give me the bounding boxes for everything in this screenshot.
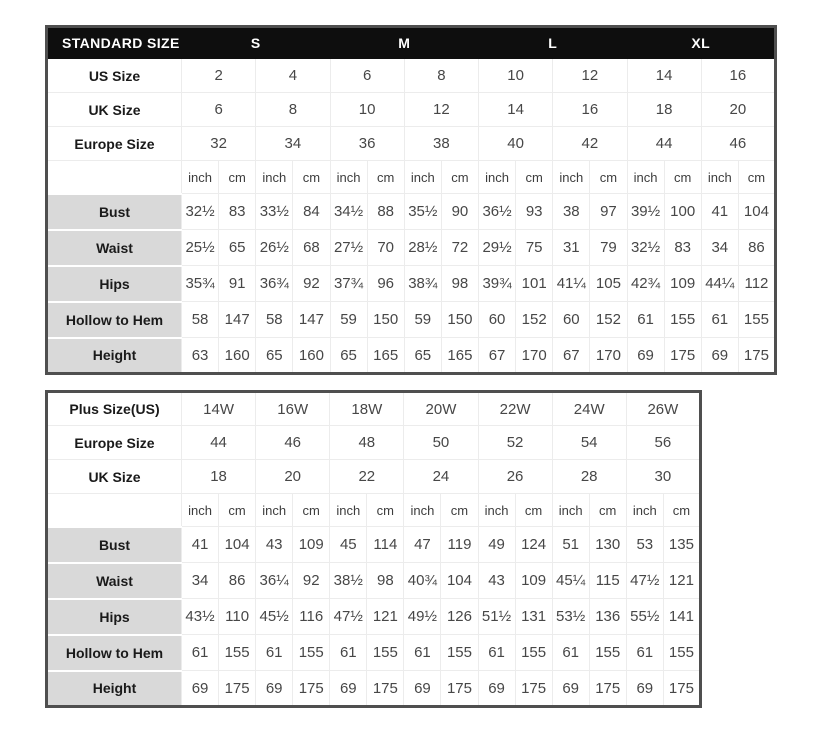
size-row-label: Europe Size [47, 127, 182, 161]
size-value-cell: 10 [330, 93, 404, 127]
size-value-cell: 16 [553, 93, 627, 127]
measurement-row-label: Waist [47, 230, 182, 266]
measurement-value-cell: 34½ [330, 194, 367, 230]
measurement-value-cell: 53½ [552, 599, 589, 635]
unit-inch-cell: inch [553, 161, 590, 194]
size-value-cell: 34 [256, 127, 330, 161]
size-value-cell: 40 [479, 127, 553, 161]
measurement-value-cell: 112 [738, 266, 775, 302]
size-row-label: UK Size [47, 460, 182, 494]
measurement-row-label: Hollow to Hem [47, 302, 182, 338]
measurement-value-cell: 69 [701, 338, 738, 374]
unit-cm-cell: cm [664, 161, 701, 194]
measurement-value-cell: 104 [441, 563, 478, 599]
standard-size-title: STANDARD SIZE [47, 27, 182, 59]
size-value-cell: 50 [404, 426, 478, 460]
size-value-cell: 46 [701, 127, 775, 161]
measurement-value-cell: 86 [219, 563, 256, 599]
unit-inch-cell: inch [182, 494, 219, 527]
measurement-value-cell: 96 [367, 266, 404, 302]
measurement-value-cell: 175 [441, 671, 478, 707]
measurement-value-cell: 59 [330, 302, 367, 338]
size-row [47, 93, 776, 127]
measurement-value-cell: 61 [182, 635, 219, 671]
measurement-value-cell: 34 [701, 230, 738, 266]
unit-cm-cell: cm [663, 494, 700, 527]
measurement-value-cell: 109 [664, 266, 701, 302]
unit-inch-cell: inch [330, 161, 367, 194]
measurement-value-cell: 27½ [330, 230, 367, 266]
measure-row [47, 302, 776, 338]
measurement-value-cell: 61 [330, 635, 367, 671]
measurement-value-cell: 69 [627, 338, 664, 374]
measurement-value-cell: 175 [589, 671, 626, 707]
size-value-cell: 28 [552, 460, 626, 494]
measurement-row-label: Waist [47, 563, 182, 599]
measurement-value-cell: 98 [367, 563, 404, 599]
measurement-value-cell: 61 [478, 635, 515, 671]
measure-row [47, 194, 776, 230]
size-value-cell: 18 [627, 93, 701, 127]
measurement-value-cell: 67 [479, 338, 516, 374]
unit-inch-cell: inch [479, 161, 516, 194]
measurement-value-cell: 160 [293, 338, 330, 374]
measurement-value-cell: 69 [256, 671, 293, 707]
measurement-value-cell: 175 [515, 671, 552, 707]
measurement-value-cell: 121 [663, 563, 700, 599]
measurement-value-cell: 152 [590, 302, 627, 338]
measurement-value-cell: 97 [590, 194, 627, 230]
measurement-value-cell: 43½ [182, 599, 219, 635]
size-value-cell: 4 [256, 59, 330, 93]
unit-inch-cell: inch [182, 161, 219, 194]
unit-row-label [47, 494, 182, 527]
measurement-row-label: Hips [47, 266, 182, 302]
measurement-value-cell: 121 [367, 599, 404, 635]
unit-cm-cell: cm [515, 494, 552, 527]
measure-row [47, 338, 776, 374]
measurement-value-cell: 39½ [627, 194, 664, 230]
measurement-value-cell: 75 [516, 230, 553, 266]
measurement-value-cell: 33½ [256, 194, 293, 230]
size-value-cell: 52 [478, 426, 552, 460]
measurement-value-cell: 114 [367, 527, 404, 563]
measurement-value-cell: 42¾ [627, 266, 664, 302]
measurement-value-cell: 170 [516, 338, 553, 374]
measurement-value-cell: 141 [663, 599, 700, 635]
size-value-cell: 16W [256, 392, 330, 426]
measurement-value-cell: 60 [553, 302, 590, 338]
size-value-cell: 12 [404, 93, 478, 127]
measurement-value-cell: 58 [256, 302, 293, 338]
unit-inch-cell: inch [330, 494, 367, 527]
unit-cm-cell: cm [367, 161, 404, 194]
measurement-value-cell: 38 [553, 194, 590, 230]
size-value-cell: 38 [404, 127, 478, 161]
measurement-row-label: Height [47, 671, 182, 707]
unit-inch-cell: inch [404, 494, 441, 527]
measurement-value-cell: 69 [478, 671, 515, 707]
unit-inch-cell: inch [701, 161, 738, 194]
measurement-value-cell: 124 [515, 527, 552, 563]
size-value-cell: 20 [701, 93, 775, 127]
measurement-value-cell: 63 [182, 338, 219, 374]
measurement-value-cell: 101 [516, 266, 553, 302]
unit-inch-cell: inch [478, 494, 515, 527]
measurement-value-cell: 165 [441, 338, 478, 374]
size-value-cell: 42 [553, 127, 627, 161]
size-group-m: M [330, 27, 479, 59]
measurement-value-cell: 165 [367, 338, 404, 374]
measurement-value-cell: 58 [182, 302, 219, 338]
measurement-value-cell: 43 [256, 527, 293, 563]
measurement-value-cell: 155 [441, 635, 478, 671]
size-value-cell: 56 [626, 426, 700, 460]
size-value-cell: 48 [330, 426, 404, 460]
measurement-value-cell: 70 [367, 230, 404, 266]
size-value-cell: 36 [330, 127, 404, 161]
size-value-cell: 30 [626, 460, 700, 494]
measurement-value-cell: 61 [701, 302, 738, 338]
size-value-cell: 6 [182, 93, 256, 127]
measurement-value-cell: 155 [219, 635, 256, 671]
measurement-value-cell: 55½ [626, 599, 663, 635]
measurement-value-cell: 39¾ [479, 266, 516, 302]
measurement-value-cell: 105 [590, 266, 627, 302]
unit-row [47, 161, 776, 194]
measurement-value-cell: 79 [590, 230, 627, 266]
measurement-value-cell: 43 [478, 563, 515, 599]
measurement-value-cell: 109 [293, 527, 330, 563]
measurement-value-cell: 45½ [256, 599, 293, 635]
measurement-value-cell: 45 [330, 527, 367, 563]
measurement-value-cell: 49 [478, 527, 515, 563]
size-value-cell: 44 [627, 127, 701, 161]
measurement-value-cell: 93 [516, 194, 553, 230]
measurement-value-cell: 59 [404, 302, 441, 338]
size-row-label: US Size [47, 59, 182, 93]
measurement-value-cell: 51 [552, 527, 589, 563]
measurement-value-cell: 36¾ [256, 266, 293, 302]
size-group-xl: XL [627, 27, 776, 59]
size-value-cell: 8 [404, 59, 478, 93]
measurement-value-cell: 41 [182, 527, 219, 563]
size-value-cell: 32 [182, 127, 256, 161]
size-value-cell: 18W [330, 392, 404, 426]
measurement-value-cell: 45¼ [552, 563, 589, 599]
measurement-value-cell: 69 [330, 671, 367, 707]
size-group-s: S [182, 27, 331, 59]
measurement-value-cell: 92 [293, 266, 330, 302]
measurement-value-cell: 65 [330, 338, 367, 374]
measurement-value-cell: 69 [182, 671, 219, 707]
measure-row [47, 230, 776, 266]
measurement-value-cell: 32½ [182, 194, 219, 230]
measurement-value-cell: 60 [479, 302, 516, 338]
size-row-label: UK Size [47, 93, 182, 127]
size-value-cell: 26W [626, 392, 700, 426]
measurement-value-cell: 37¾ [330, 266, 367, 302]
measurement-value-cell: 147 [219, 302, 256, 338]
measurement-value-cell: 47½ [330, 599, 367, 635]
size-value-cell: 18 [182, 460, 256, 494]
size-value-cell: 14W [182, 392, 256, 426]
measurement-value-cell: 126 [441, 599, 478, 635]
measurement-value-cell: 150 [441, 302, 478, 338]
measure-row [47, 635, 701, 671]
measurement-value-cell: 155 [663, 635, 700, 671]
measurement-value-cell: 65 [219, 230, 256, 266]
measurement-value-cell: 26½ [256, 230, 293, 266]
size-value-cell: 6 [330, 59, 404, 93]
measurement-value-cell: 40¾ [404, 563, 441, 599]
measurement-value-cell: 32½ [627, 230, 664, 266]
size-row-label: Europe Size [47, 426, 182, 460]
measurement-value-cell: 61 [552, 635, 589, 671]
measurement-value-cell: 175 [664, 338, 701, 374]
unit-cm-cell: cm [516, 161, 553, 194]
measurement-value-cell: 88 [367, 194, 404, 230]
measurement-value-cell: 104 [219, 527, 256, 563]
measurement-row-label: Hips [47, 599, 182, 635]
size-value-cell: 54 [552, 426, 626, 460]
measurement-value-cell: 152 [516, 302, 553, 338]
measurement-value-cell: 29½ [479, 230, 516, 266]
size-value-cell: 14 [479, 93, 553, 127]
measure-row [47, 527, 701, 563]
measurement-value-cell: 44¼ [701, 266, 738, 302]
measurement-value-cell: 49½ [404, 599, 441, 635]
measurement-value-cell: 69 [626, 671, 663, 707]
measurement-value-cell: 65 [256, 338, 293, 374]
measurement-value-cell: 86 [738, 230, 775, 266]
measurement-value-cell: 155 [589, 635, 626, 671]
unit-cm-cell: cm [441, 161, 478, 194]
measurement-value-cell: 155 [664, 302, 701, 338]
measurement-value-cell: 160 [219, 338, 256, 374]
unit-inch-cell: inch [627, 161, 664, 194]
unit-cm-cell: cm [441, 494, 478, 527]
measurement-value-cell: 36¼ [256, 563, 293, 599]
measurement-value-cell: 90 [441, 194, 478, 230]
measurement-value-cell: 34 [182, 563, 219, 599]
unit-cm-cell: cm [293, 494, 330, 527]
unit-cm-cell: cm [219, 494, 256, 527]
size-value-cell: 20 [256, 460, 330, 494]
measurement-value-cell: 61 [627, 302, 664, 338]
measurement-value-cell: 38¾ [404, 266, 441, 302]
measurement-value-cell: 104 [738, 194, 775, 230]
size-value-cell: 24W [552, 392, 626, 426]
size-row [47, 426, 701, 460]
measurement-value-cell: 155 [738, 302, 775, 338]
unit-row-label [47, 161, 182, 194]
measurement-value-cell: 25½ [182, 230, 219, 266]
size-value-cell: 44 [182, 426, 256, 460]
measurement-row-label: Bust [47, 527, 182, 563]
measurement-value-cell: 35½ [404, 194, 441, 230]
unit-inch-cell: inch [626, 494, 663, 527]
size-value-cell: 2 [182, 59, 256, 93]
measurement-value-cell: 130 [589, 527, 626, 563]
measurement-value-cell: 175 [293, 671, 330, 707]
measurement-value-cell: 98 [441, 266, 478, 302]
measurement-value-cell: 67 [553, 338, 590, 374]
measurement-value-cell: 68 [293, 230, 330, 266]
measurement-value-cell: 110 [219, 599, 256, 635]
measurement-value-cell: 92 [293, 563, 330, 599]
measure-row [47, 671, 701, 707]
measurement-value-cell: 28½ [404, 230, 441, 266]
unit-inch-cell: inch [404, 161, 441, 194]
measurement-value-cell: 61 [626, 635, 663, 671]
size-row-label: Plus Size(US) [47, 392, 182, 426]
size-row [47, 127, 776, 161]
measurement-value-cell: 155 [515, 635, 552, 671]
measurement-value-cell: 170 [590, 338, 627, 374]
standard-size-table [45, 25, 777, 375]
measurement-value-cell: 115 [589, 563, 626, 599]
measurement-value-cell: 36½ [479, 194, 516, 230]
size-row [47, 392, 701, 426]
measurement-value-cell: 136 [589, 599, 626, 635]
measurement-value-cell: 100 [664, 194, 701, 230]
measurement-value-cell: 175 [738, 338, 775, 374]
measurement-value-cell: 83 [219, 194, 256, 230]
size-row [47, 460, 701, 494]
measure-row [47, 266, 776, 302]
measurement-row-label: Height [47, 338, 182, 374]
unit-cm-cell: cm [367, 494, 404, 527]
unit-row [47, 494, 701, 527]
unit-inch-cell: inch [256, 494, 293, 527]
size-value-cell: 14 [627, 59, 701, 93]
measurement-value-cell: 83 [664, 230, 701, 266]
unit-cm-cell: cm [293, 161, 330, 194]
measurement-value-cell: 61 [404, 635, 441, 671]
measurement-value-cell: 116 [293, 599, 330, 635]
measurement-value-cell: 175 [663, 671, 700, 707]
unit-cm-cell: cm [738, 161, 775, 194]
size-value-cell: 26 [478, 460, 552, 494]
measurement-row-label: Hollow to Hem [47, 635, 182, 671]
measurement-value-cell: 155 [293, 635, 330, 671]
measurement-value-cell: 84 [293, 194, 330, 230]
measurement-value-cell: 47 [404, 527, 441, 563]
size-row [47, 59, 776, 93]
size-value-cell: 8 [256, 93, 330, 127]
measurement-value-cell: 65 [404, 338, 441, 374]
size-value-cell: 22W [478, 392, 552, 426]
measurement-value-cell: 72 [441, 230, 478, 266]
measurement-value-cell: 119 [441, 527, 478, 563]
measurement-value-cell: 150 [367, 302, 404, 338]
unit-cm-cell: cm [589, 494, 626, 527]
measurement-value-cell: 155 [367, 635, 404, 671]
size-value-cell: 16 [701, 59, 775, 93]
size-value-cell: 12 [553, 59, 627, 93]
size-value-cell: 22 [330, 460, 404, 494]
measurement-value-cell: 109 [515, 563, 552, 599]
plus-size-table [45, 390, 702, 708]
measurement-value-cell: 69 [552, 671, 589, 707]
measurement-value-cell: 53 [626, 527, 663, 563]
measurement-value-cell: 91 [219, 266, 256, 302]
measurement-value-cell: 41¼ [553, 266, 590, 302]
measurement-value-cell: 38½ [330, 563, 367, 599]
measurement-value-cell: 131 [515, 599, 552, 635]
unit-cm-cell: cm [590, 161, 627, 194]
size-value-cell: 10 [479, 59, 553, 93]
measure-row [47, 563, 701, 599]
size-value-cell: 46 [256, 426, 330, 460]
measurement-row-label: Bust [47, 194, 182, 230]
size-group-l: L [479, 27, 628, 59]
measurement-value-cell: 35¾ [182, 266, 219, 302]
measurement-value-cell: 41 [701, 194, 738, 230]
unit-inch-cell: inch [552, 494, 589, 527]
measure-row [47, 599, 701, 635]
standard-table-header-row [47, 27, 776, 59]
unit-cm-cell: cm [219, 161, 256, 194]
measurement-value-cell: 51½ [478, 599, 515, 635]
measurement-value-cell: 147 [293, 302, 330, 338]
measurement-value-cell: 175 [367, 671, 404, 707]
measurement-value-cell: 135 [663, 527, 700, 563]
measurement-value-cell: 47½ [626, 563, 663, 599]
size-value-cell: 20W [404, 392, 478, 426]
measurement-value-cell: 69 [404, 671, 441, 707]
measurement-value-cell: 31 [553, 230, 590, 266]
unit-inch-cell: inch [256, 161, 293, 194]
measurement-value-cell: 175 [219, 671, 256, 707]
size-value-cell: 24 [404, 460, 478, 494]
measurement-value-cell: 61 [256, 635, 293, 671]
